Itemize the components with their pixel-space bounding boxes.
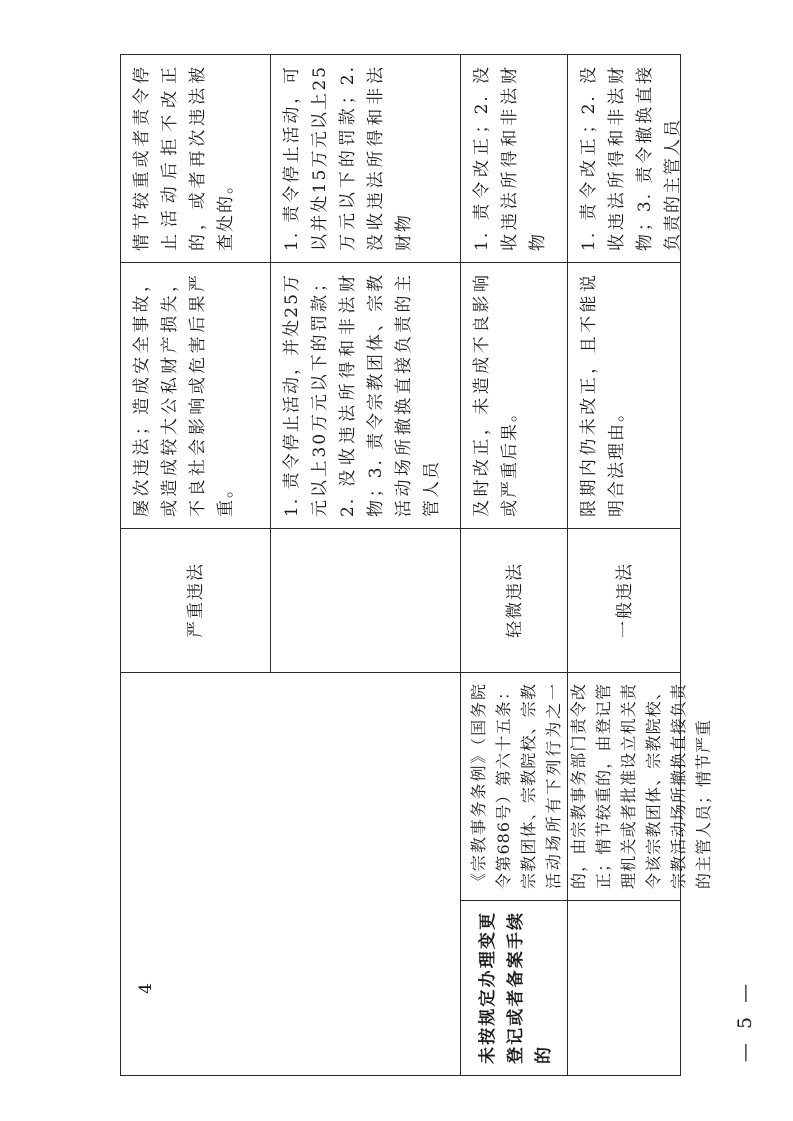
- row4-basis-text: 《宗教事务条例》（国务院令第686号）第六十五条：宗教团体、宗教院校、宗教活动场所有下列行为之一的，由宗教事务部门责令改正；情节较重的，由登记管理机关或者批准设立机关责令该宗教团体、宗教院校、宗教活动场所撤换直接负责的主管人员；情节严重: [469, 683, 713, 889]
- row4-basis-cell: [460, 673, 713, 899]
- general-level-cell: [569, 529, 680, 671]
- minor-level-cell: [462, 529, 567, 671]
- minor-circumstance-text: 及时改正，未造成不良影响或严重后果。: [472, 273, 520, 517]
- prev-circumstance-cell: [122, 55, 270, 261]
- row4-number-cell: [122, 901, 170, 1074]
- general-penalty-cell: [569, 55, 683, 261]
- row4-item-cell: [460, 901, 680, 1074]
- table-border-bottom: [120, 1075, 681, 1076]
- serious-level-cell: [122, 529, 270, 671]
- minor-level-text: 轻微违法: [504, 562, 525, 638]
- minor-circumstance-cell: [462, 263, 567, 527]
- serious-penalty-cell: [272, 263, 460, 527]
- prev-penalty-cell: [272, 55, 460, 261]
- serious-penalty-text: 1. 责令停止活动，并处25万元以上30万元以下的罚款；2. 没收违法所得和非法财物；3. 责令宗教团体、宗教活动场所撤换直接负责的主管人员: [282, 273, 442, 517]
- general-level-text: 一般违法: [614, 562, 635, 638]
- row4-item-text: 未按规定办理变更登记或者备案手续的: [478, 911, 554, 1064]
- prev-circumstance-text: 情节较重或者责令停止活动后拒不改正的，或者再次违法被查处的。: [132, 65, 236, 251]
- general-penalty-text: 1. 责令改正；2. 没收违法所得和非法财物；3. 责令撤换直接负责的主管人员: [579, 65, 683, 251]
- general-circumstance-cell: [569, 263, 680, 527]
- minor-penalty-cell: [462, 55, 567, 261]
- serious-circumstance-cell: [122, 263, 270, 527]
- prev-penalty-text: 1. 责令停止活动，可以并处15万元以上25万元以下的罚款；2. 没收违法所得和非法财物: [282, 65, 414, 251]
- minor-penalty-text: 1. 责令改正；2. 没收违法所得和非法财物: [472, 65, 548, 251]
- page-number: — 5 —: [734, 979, 756, 1063]
- general-circumstance-text: 限期内仍未改正，且不能说明合法理由。: [579, 273, 627, 517]
- row4-number: 4: [136, 981, 156, 994]
- serious-circumstance-text: 屡次违法；造成安全事故，或造成较大公私财产损失，不良社会影响或危害后果严重。: [132, 273, 236, 517]
- serious-level-text: 严重违法: [186, 562, 206, 638]
